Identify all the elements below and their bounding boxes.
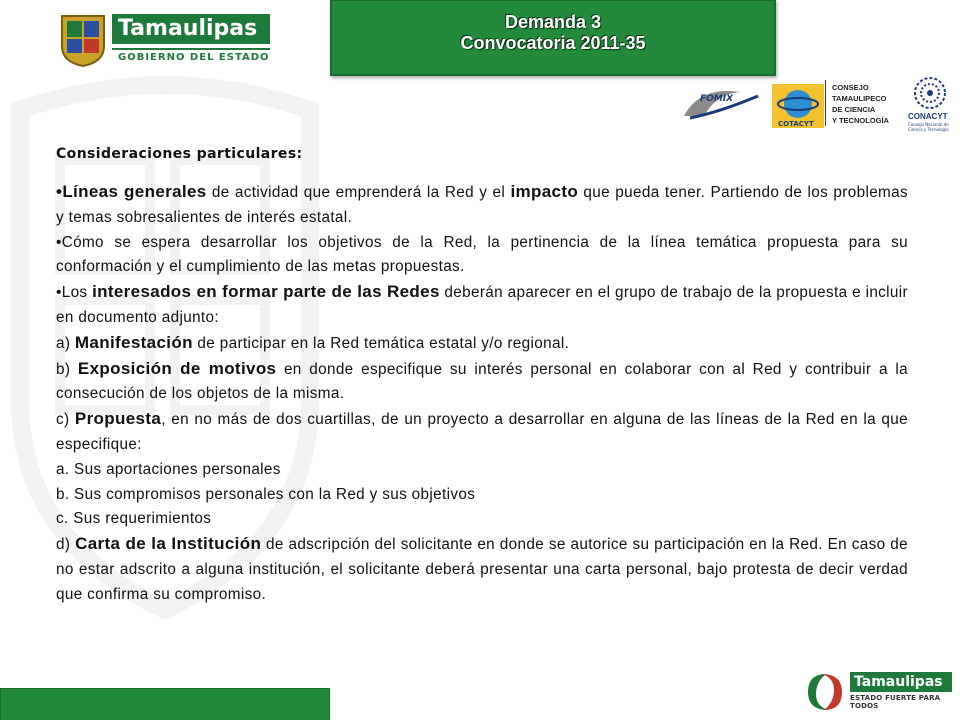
consejo-text: CONSEJO TAMAULIPECO DE CIENCIA Y TECNOLOGÍA — [832, 83, 889, 125]
sub-item-c: c. Sus requerimientos — [56, 510, 212, 528]
item-b-exposicion: b) Exposición de motivos en donde especifique su interés personal en colaborar con al Red y contribuir a la consecución de los objetos de la misma. — [56, 358, 908, 403]
footer-tamaulipas-logo — [802, 668, 952, 716]
paragraph-interesados: •Los interesados en formar parte de las Redes deberán aparecer en el grupo de trabajo de la propuesta e incluir en documento adjunto: — [56, 282, 908, 326]
bold-interesados: interesados en formar parte de las Redes — [92, 282, 440, 302]
title-banner — [330, 0, 776, 76]
divider — [825, 80, 826, 126]
conacyt-label: CONACYT — [908, 112, 948, 121]
title-demanda: Demanda 3 — [504, 12, 602, 32]
title-convocatoria: Convocatoria 2011-35 — [460, 33, 646, 53]
paragraph-objetivos: •Cómo se espera desarrollar los objetivos de la Red, la pertinencia de la línea temática propuesta para su conformación y el cumplimiento de las metas propuestas. — [56, 233, 908, 276]
sub-item-b: b. Sus compromisos personales con la Red y sus objetivos — [56, 485, 476, 503]
footer-bar — [0, 688, 330, 720]
sponsor-logos — [680, 76, 958, 134]
sub-item-a: a. Sus aportaciones personales — [56, 460, 281, 478]
conacyt-logo-icon — [908, 76, 952, 110]
cotacyt-label: COTACYT — [778, 120, 814, 128]
footer-logo-name: Tamaulipas — [850, 672, 952, 692]
main-content — [56, 146, 908, 608]
tamaulipas-emblem-icon — [802, 668, 848, 716]
bold-impacto: impacto — [510, 182, 579, 201]
item-a-manifestacion: a) Manifestación de participar en la Red temática estatal y/o regional. — [56, 332, 570, 352]
coat-of-arms-icon — [58, 12, 108, 68]
section-heading: Consideraciones particulares: — [56, 146, 303, 162]
paragraph-lineas-generales: •Líneas generales de actividad que emprenderá la Red y el impacto que pueda tener. Partiendo de los problemas y temas sobresalientes de interés estatal. — [56, 182, 908, 226]
logo-name: Tamaulipas — [112, 14, 270, 44]
item-d-carta: d) Carta de la Institución de adscripción del solicitante en donde se autorice su participación en la Red. En caso de no estar adscrito a alguna institución, el solicitante deberá presentar una carta personal, bajo protesta de decir verdad que confirma su compromiso. — [56, 534, 908, 603]
fomix-logo-icon — [680, 82, 762, 126]
footer-logo-subtitle: ESTADO FUERTE PARA TODOS — [850, 694, 941, 710]
tamaulipas-government-logo — [58, 12, 270, 68]
bold-lineas-generales: Líneas generales — [62, 182, 207, 201]
item-c-propuesta: c) Propuesta, en no más de dos cuartillas, de un proyecto a desarrollar en alguna de las líneas de la Red en la que especifique: — [56, 409, 908, 453]
conacyt-subtitle: Consejo Nacional de Ciencia y Tecnología — [908, 122, 949, 132]
logo-subtitle: GOBIERNO DEL ESTADO — [112, 48, 270, 64]
fomix-label: FOMIX — [700, 94, 734, 104]
